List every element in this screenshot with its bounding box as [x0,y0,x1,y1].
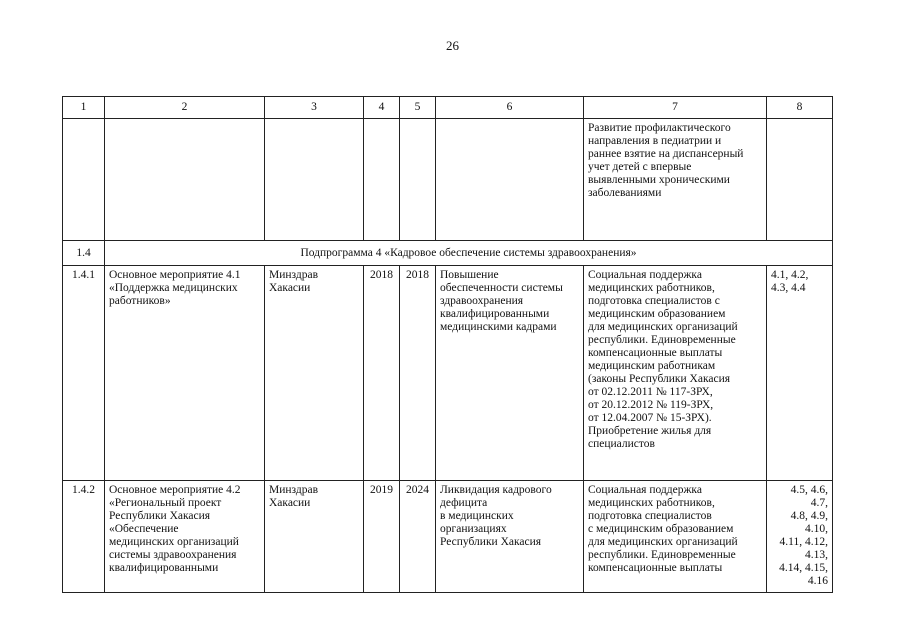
end-year-cell: 2024 [400,481,436,593]
table-cell [767,119,833,241]
activity-cell: Основное мероприятие 4.2 «Региональный проект Республики Хакасия «Обеспечение медицинских организаций системы здравоохранения квалифицированными [105,481,265,593]
table-cell [364,119,400,241]
start-year-cell: 2018 [364,266,400,481]
table-cell [400,119,436,241]
executor-cell: Минздрав Хакасии [265,266,364,481]
indicators-cell: 4.5, 4.6, 4.7, 4.8, 4.9, 4.10, 4.11, 4.12, 4.13, 4.14, 4.15, 4.16 [767,481,833,593]
column-header: 3 [265,97,364,119]
table-row-1-4-1 [63,266,833,481]
row-number: 1.4 [63,241,105,266]
page-number: 26 [446,38,459,53]
expected-result-cell: Повышение обеспеченности системы здравоохранения квалифицированными медицинскими кадрами [436,266,584,481]
result-cell: Развитие профилактического направления в педиатрии и раннее взятие на диспансерный учет детей с впервые выявленными хроническими заболеваниями [584,119,767,241]
end-year-cell: 2018 [400,266,436,481]
table-row-1-4-2 [63,481,833,593]
table-cell [265,119,364,241]
column-header: 5 [400,97,436,119]
table-cell [105,119,265,241]
column-header: 8 [767,97,833,119]
row-number: 1.4.2 [63,481,105,593]
indicators-cell: 4.1, 4.2, 4.3, 4.4 [767,266,833,481]
expected-result-cell: Ликвидация кадрового дефицита в медицинских организациях Республики Хакасия [436,481,584,593]
table-cell [63,119,105,241]
activity-cell: Основное мероприятие 4.1 «Поддержка медицинских работников» [105,266,265,481]
program-table [62,96,833,593]
column-header: 4 [364,97,400,119]
column-header: 6 [436,97,584,119]
executor-cell: Минздрав Хакасии [265,481,364,593]
column-header: 2 [105,97,265,119]
row-number: 1.4.1 [63,266,105,481]
column-header: 1 [63,97,105,119]
directions-cell: Социальная поддержка медицинских работников, подготовка специалистов с медицинским образованием для медицинских организаций республики. Единовременные компенсационные выплаты [584,481,767,593]
table-header-row [63,97,833,119]
subprogram-title: Подпрограмма 4 «Кадровое обеспечение системы здравоохранения» [105,241,833,266]
directions-cell: Социальная поддержка медицинских работников, подготовка специалистов с медицинским образованием для медицинских организаций республики. Единовременные компенсационные выплаты медицинским работникам (законы Республики Хакасия от 02.12.2011 № 117-ЗРХ, от 20.12.2012 № 119-ЗРХ, от 12.04.2007 № 15-ЗРХ). Приобретение жилья для специалистов [584,266,767,481]
start-year-cell: 2019 [364,481,400,593]
column-header: 7 [584,97,767,119]
table-cell [436,119,584,241]
subprogram-row [63,241,833,266]
table-row-continuation [63,119,833,241]
